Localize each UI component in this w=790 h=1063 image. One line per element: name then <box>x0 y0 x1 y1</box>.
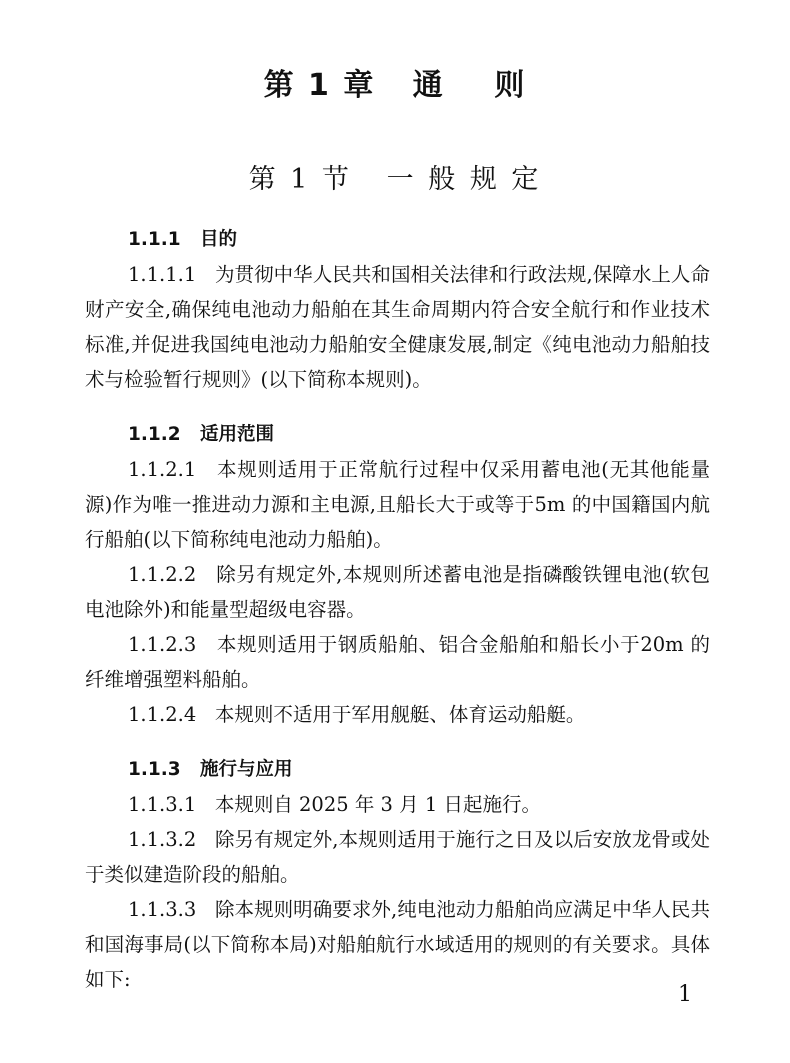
clause-heading-1-1-3: 1.1.3 施行与应用 <box>128 759 293 780</box>
clause-1-1-3-2: 1.1.3.2 除另有规定外,本规则适用于施行之日及以后安放龙骨或处于类似建造阶段的船舶。 <box>85 828 710 886</box>
clause-heading-1-1-1: 1.1.1 目的 <box>128 229 237 250</box>
clause-1-1-3-1: 1.1.3.1 本规则自 2025 年 3 月 1 日起施行。 <box>128 793 541 816</box>
section-title: 第 1 节 一 般 规 定 <box>248 164 542 195</box>
page-number: 1 <box>678 982 692 1007</box>
chapter-title: 第 1 章 通 则 <box>263 68 527 103</box>
clause-1-1-2-2: 1.1.2.2 除另有规定外,本规则所述蓄电池是指磷酸铁锂电池(软包电池除外)和能量型超级电容器。 <box>85 563 710 621</box>
clause-1-1-3-3: 1.1.3.3 除本规则明确要求外,纯电池动力船舶尚应满足中华人民共和国海事局(以下简称本局)对船舶航行水域适用的规则的有关要求。具体如下: <box>85 898 710 991</box>
clause-heading-1-1-2: 1.1.2 适用范围 <box>128 424 274 445</box>
document-body <box>85 222 710 997</box>
clause-1-1-2-3: 1.1.2.3 本规则适用于钢质船舶、铝合金船舶和船长小于20m 的纤维增强塑料船舶。 <box>85 633 710 691</box>
clause-1-1-2-1: 1.1.2.1 本规则适用于正常航行过程中仅采用蓄电池(无其他能量源)作为唯一推进动力源和主电源,且船长大于或等于5m 的中国籍国内航行船舶(以下简称纯电池动力船舶)。 <box>85 458 710 551</box>
clause-1-1-2-4: 1.1.2.4 本规则不适用于军用舰艇、体育运动船艇。 <box>128 703 586 726</box>
clause-1-1-1-1: 1.1.1.1 为贯彻中华人民共和国相关法律和行政法规,保障水上人命财产安全,确保纯电池动力船舶在其生命周期内符合安全航行和作业技术标准,并促进我国纯电池动力船舶安全健康发展,制定《纯电池动力船舶技术与检验暂行规则》(以下简称本规则)。 <box>85 263 710 391</box>
